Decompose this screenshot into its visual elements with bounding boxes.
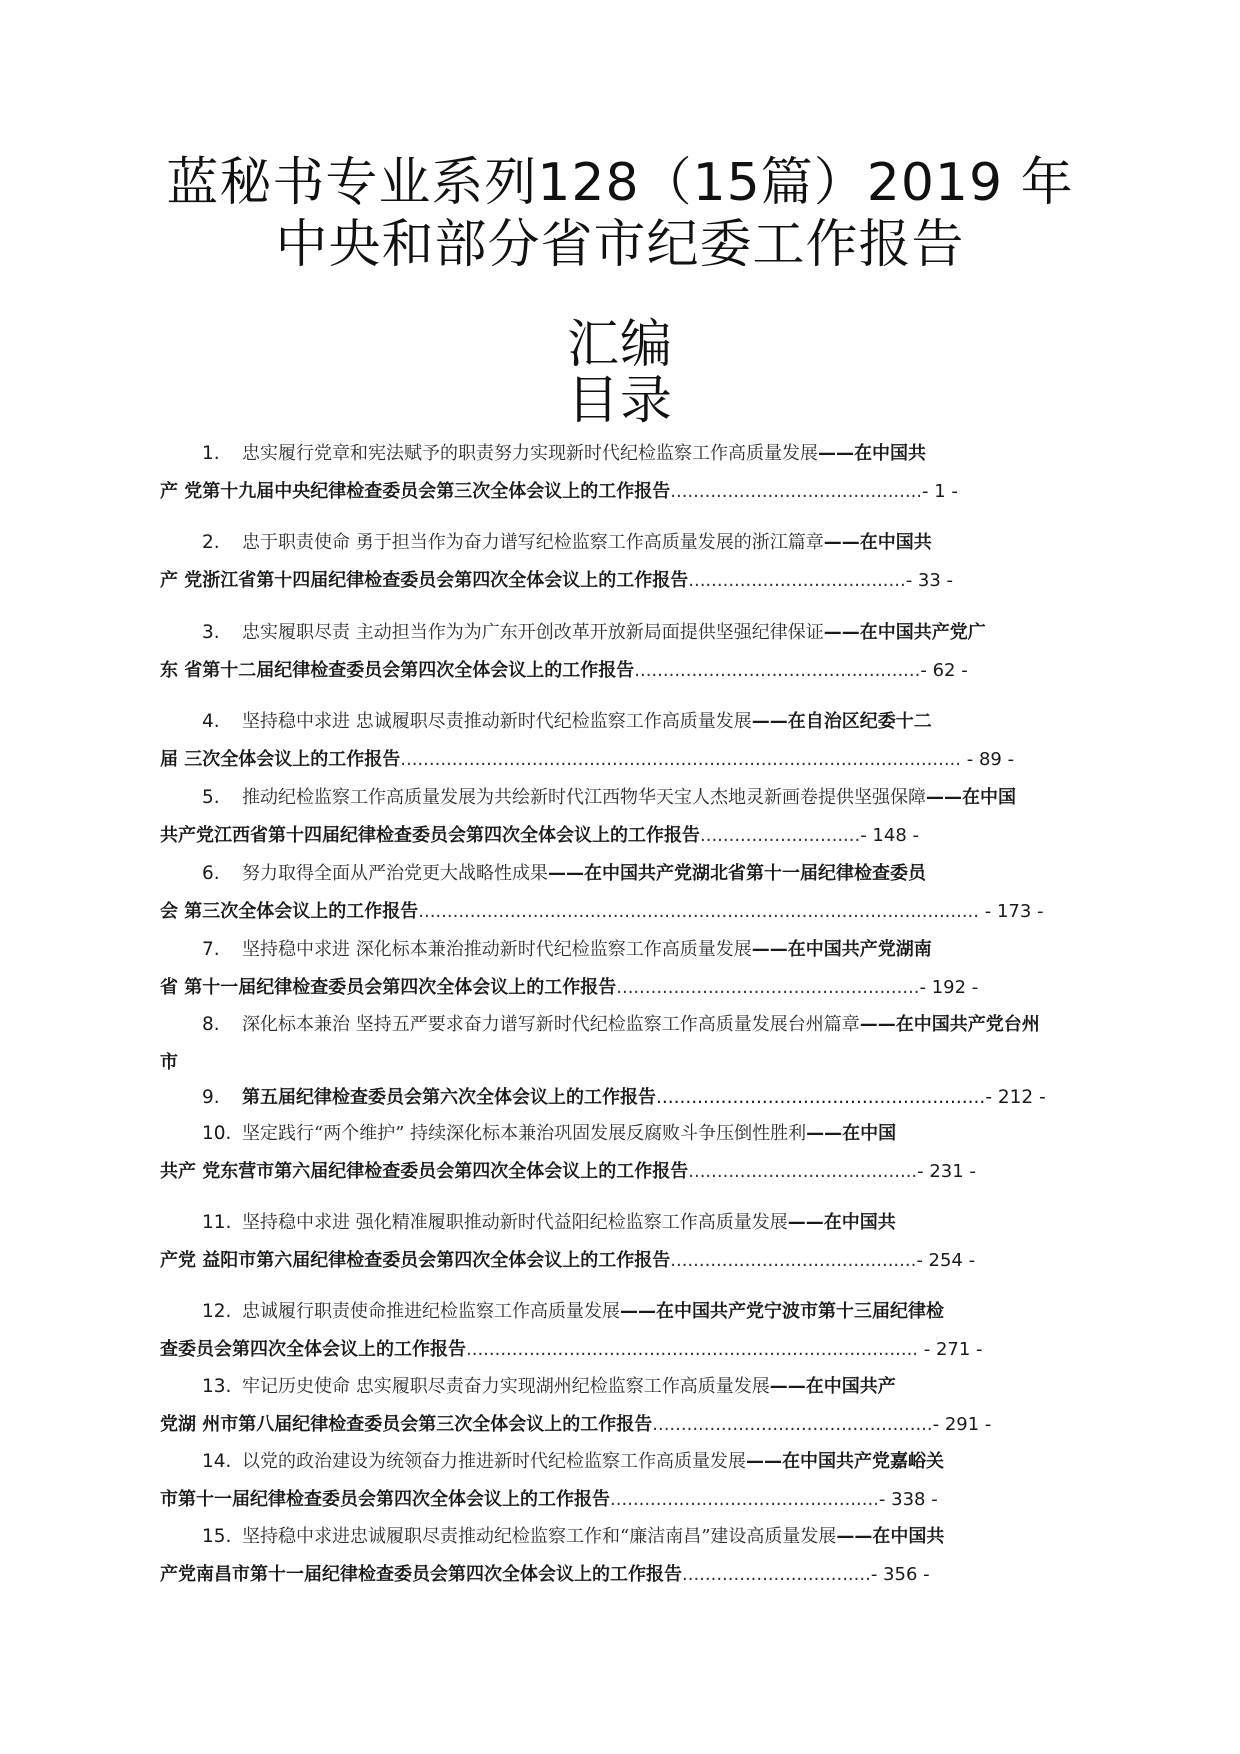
toc-entry-subtitle: 产党 益阳市第六届纪律检查委员会第四次全体会议上的工作报告	[160, 1250, 671, 1271]
toc-entry-page: - 33 -	[905, 570, 954, 591]
toc-entry-title: 忠于职责使命 勇于担当作为奋力谱写纪检监察工作高质量发展的浙江篇章	[242, 532, 824, 553]
toc-entry-subtitle-start: ——在中国	[806, 1123, 897, 1144]
toc-entry-subtitle: 共产党江西省第十四届纪律检查委员会第四次全体会议上的工作报告	[160, 825, 700, 846]
toc-entry-leader: ...........................................	[670, 1250, 917, 1271]
toc-entry-page: - 291 -	[932, 1414, 992, 1435]
toc-entry-title: 牢记历史使命 忠实履职尽责奋力实现湖州纪检监察工作高质量发展	[242, 1376, 770, 1397]
document-title-line-2: 中央和部分省市纪委工作报告	[275, 215, 965, 275]
toc-entry-page: - 254 -	[916, 1250, 976, 1271]
toc-entry-number: 14.	[202, 1451, 232, 1472]
toc-entry-page: - 1 -	[922, 481, 958, 502]
toc-entry-subtitle: 届 三次全体会议上的工作报告	[160, 749, 401, 770]
toc-entry-leader: ............................................	[670, 481, 923, 502]
toc-entry-page: - 271 -	[918, 1339, 983, 1360]
toc-entry-number: 8.	[202, 1014, 220, 1035]
toc-entry-leader: ..................................................................................................	[418, 901, 979, 922]
toc-entry-page: - 173 -	[979, 901, 1044, 922]
toc-entry-subtitle-start: ——在中国共产党台州	[859, 1014, 1040, 1035]
toc-entry-leader: ..................................................................................................	[400, 749, 961, 770]
toc-entry-number: 10.	[202, 1123, 232, 1144]
toc-entry-number: 13.	[202, 1376, 232, 1397]
document-title-line-1: 蓝秘书专业系列128（15篇）2019 年	[166, 153, 1074, 213]
toc-entry-subtitle: 东 省第十二届纪律检查委员会第四次全体会议上的工作报告	[160, 660, 635, 681]
toc-entry-leader: .....................................................	[616, 977, 920, 998]
toc-entry-number: 3.	[202, 622, 220, 643]
toc-entry-title: 坚持稳中求进 忠诚履职尽责推动新时代纪检监察工作高质量发展	[242, 711, 752, 732]
toc-entry-leader: ......................................	[688, 570, 906, 591]
toc-entry-subtitle: 市第十一届纪律检查委员会第四次全体会议上的工作报告	[160, 1489, 610, 1510]
toc-entry-subtitle: 产党南昌市第十一届纪律检查委员会第四次全体会议上的工作报告	[160, 1564, 682, 1585]
toc-entry-title: 坚持稳中求进忠诚履职尽责推动纪检监察工作和“廉洁南昌”建设高质量发展	[242, 1526, 837, 1547]
toc-entry-number: 6.	[202, 863, 220, 884]
toc-entry-number: 1.	[202, 443, 220, 464]
toc-entry-leader: ...............................................	[610, 1489, 879, 1510]
toc-entry-title: 忠诚履行职责使命推进纪检监察工作高质量发展	[242, 1301, 620, 1322]
toc-entry-leader: .................................	[682, 1564, 871, 1585]
toc-entry-subtitle: 省 第十一届纪律检查委员会第四次全体会议上的工作报告	[160, 977, 617, 998]
toc-entry-number: 9.	[202, 1087, 220, 1108]
toc-entry-subtitle-start: ——在中国	[926, 787, 1016, 808]
toc-entry-subtitle-start: ——在中国共产党宁波市第十三届纪律检	[620, 1301, 944, 1322]
toc-entry-number: 4.	[202, 711, 220, 732]
toc-entry-subtitle-start: ——在中国共	[823, 532, 932, 553]
toc-entry-subtitle-start: ——在中国共产党嘉峪关	[746, 1451, 944, 1472]
toc-entry-subtitle: 市	[160, 1052, 178, 1073]
toc-entry-subtitle: 产 党浙江省第十四届纪律检查委员会第四次全体会议上的工作报告	[160, 570, 689, 591]
toc-entry-page: - 89 -	[961, 749, 1015, 770]
document-title-line-3: 汇编	[566, 315, 673, 375]
toc-entry-title: 推动纪检监察工作高质量发展为共绘新时代江西物华天宝人杰地灵新画卷提供坚强保障	[242, 787, 926, 808]
toc-entry-page: - 148 -	[860, 825, 920, 846]
toc-entry-title: 努力取得全面从严治党更大战略性成果	[242, 863, 548, 884]
toc-entry-subtitle-start: ——在自治区纪委十二	[751, 711, 932, 732]
toc-entry-page: - 231 -	[917, 1161, 976, 1182]
toc-entry-number: 2.	[202, 532, 220, 553]
toc-entry-subtitle: 共产 党东营市第六届纪律检查委员会第四次全体会议上的工作报告	[160, 1161, 689, 1182]
toc-entry-subtitle: 产 党第十九届中央纪律检查委员会第三次全体会议上的工作报告	[160, 481, 671, 502]
toc-entry-subtitle: 会 第三次全体会议上的工作报告	[160, 901, 419, 922]
toc-entry-page: - 212 -	[985, 1087, 1046, 1108]
toc-entry-page: - 62 -	[920, 660, 968, 681]
toc-entry-leader: ..................................................	[634, 660, 921, 681]
toc-entry-leader: .................................................	[652, 1414, 933, 1435]
toc-entry-title: 忠实履职尽责 主动担当作为为广东开创改革开放新局面提供坚强纪律保证	[242, 622, 824, 643]
toc-entry-title: 以党的政治建设为统领奋力推进新时代纪检监察工作高质量发展	[242, 1451, 746, 1472]
toc-entry-subtitle-start: 第五届纪律检查委员会第六次全体会议上的工作报告	[242, 1087, 656, 1108]
toc-heading: 目录	[566, 371, 673, 431]
toc-entry-subtitle-start: ——在中国共	[818, 443, 926, 464]
toc-entry-subtitle-start: ——在中国共产党湖北省第十一届纪律检查委员	[548, 863, 926, 884]
toc-entry-subtitle-start: ——在中国共	[787, 1212, 896, 1233]
toc-entry-subtitle: 查委员会第四次全体会议上的工作报告	[160, 1339, 466, 1360]
toc-entry-title: 坚持稳中求进 强化精准履职推动新时代益阳纪检监察工作高质量发展	[242, 1212, 788, 1233]
toc-entry-leader: ............................	[700, 825, 861, 846]
toc-entry-number: 12.	[202, 1301, 232, 1322]
toc-entry-title: 忠实履行党章和宪法赋予的职责努力实现新时代纪检监察工作高质量发展	[242, 443, 818, 464]
toc-entry-subtitle-start: ——在中国共产党广	[823, 622, 986, 643]
toc-entry-page: - 192 -	[919, 977, 979, 998]
toc-entry-subtitle-start: ——在中国共	[836, 1526, 945, 1547]
toc-entry-number: 5.	[202, 787, 220, 808]
toc-entry-title: 深化标本兼治 坚持五严要求奋力谱写新时代纪检监察工作高质量发展台州篇章	[242, 1014, 860, 1035]
toc-entry-subtitle-start: ——在中国共产	[769, 1376, 896, 1397]
toc-entry-title: 坚定践行“两个维护” 持续深化标本兼治巩固发展反腐败斗争压倒性胜利	[242, 1123, 807, 1144]
toc-entry-number: 7.	[202, 939, 220, 960]
toc-entry-subtitle: 党湖 州市第八届纪律检查委员会第三次全体会议上的工作报告	[160, 1414, 653, 1435]
toc-entry-leader: ........................................	[688, 1161, 918, 1182]
toc-entry-title: 坚持稳中求进 深化标本兼治推动新时代纪检监察工作高质量发展	[242, 939, 752, 960]
toc-entry-subtitle-start: ——在中国共产党湖南	[751, 939, 932, 960]
toc-entry-number: 15.	[202, 1526, 232, 1547]
toc-entry-page: - 338 -	[878, 1489, 938, 1510]
toc-entry-page: - 356 -	[870, 1564, 930, 1585]
toc-entry-number: 11.	[202, 1212, 232, 1233]
toc-entry-leader: ........................................................	[656, 1087, 986, 1108]
toc-entry-leader: ...............................................................................	[466, 1339, 919, 1360]
